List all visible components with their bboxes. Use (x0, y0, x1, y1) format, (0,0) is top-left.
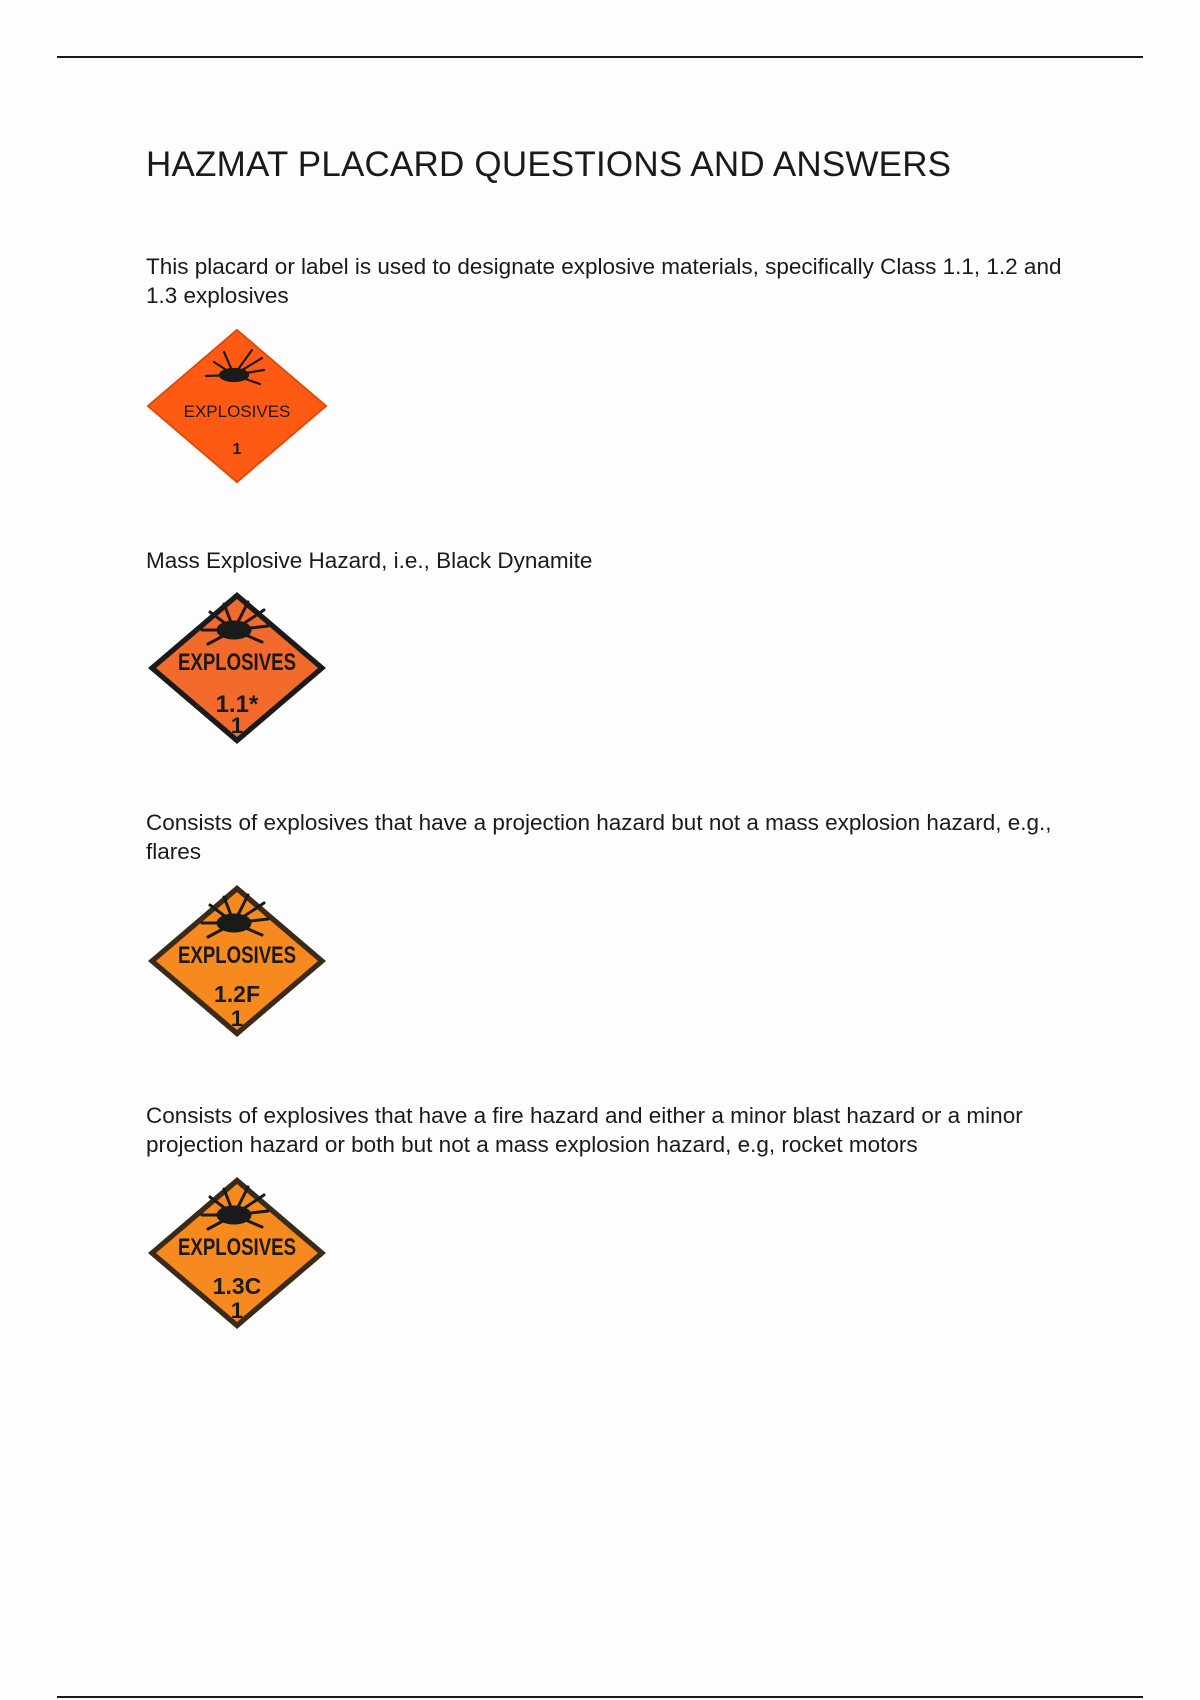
placard-label: EXPLOSIVES (183, 402, 291, 421)
placard-class-number: 1 (232, 441, 242, 458)
document-title: HAZMAT PLACARD QUESTIONS AND ANSWERS (146, 145, 952, 184)
explosives-placard-image (144, 590, 330, 746)
footer-rule (57, 1696, 1143, 1698)
explosives-placard-image (144, 883, 330, 1039)
placard-class-number: 1 (230, 713, 244, 738)
question-text: This placard or label is used to designate explosive materials, specifically Class 1.1, 1.2 and 1.3 explosives (146, 254, 1062, 308)
question-text: Consists of explosives that have a projection hazard but not a mass explosion hazard, e.g., flares (146, 810, 1052, 864)
question-text: Mass Explosive Hazard, i.e., Black Dynamite (146, 548, 593, 573)
explosives-placard-image (144, 1175, 330, 1331)
placard-class-number: 1 (230, 1006, 244, 1031)
header-rule (57, 56, 1143, 58)
placard-division: 1.1* (215, 691, 259, 718)
placard-division: 1.3C (212, 1273, 262, 1299)
placard-label: EXPLOSIVES (178, 1234, 296, 1261)
placard-class-number: 1 (230, 1298, 244, 1323)
placard-label: EXPLOSIVES (178, 649, 296, 676)
explosives-placard-image (144, 328, 330, 484)
question-text: Consists of explosives that have a fire hazard and either a minor blast hazard or a minor projection hazard or both but not a mass explosion hazard, e.g, rocket motors (146, 1103, 1023, 1157)
placard-division: 1.2F (213, 981, 261, 1007)
placard-label: EXPLOSIVES (178, 942, 296, 969)
